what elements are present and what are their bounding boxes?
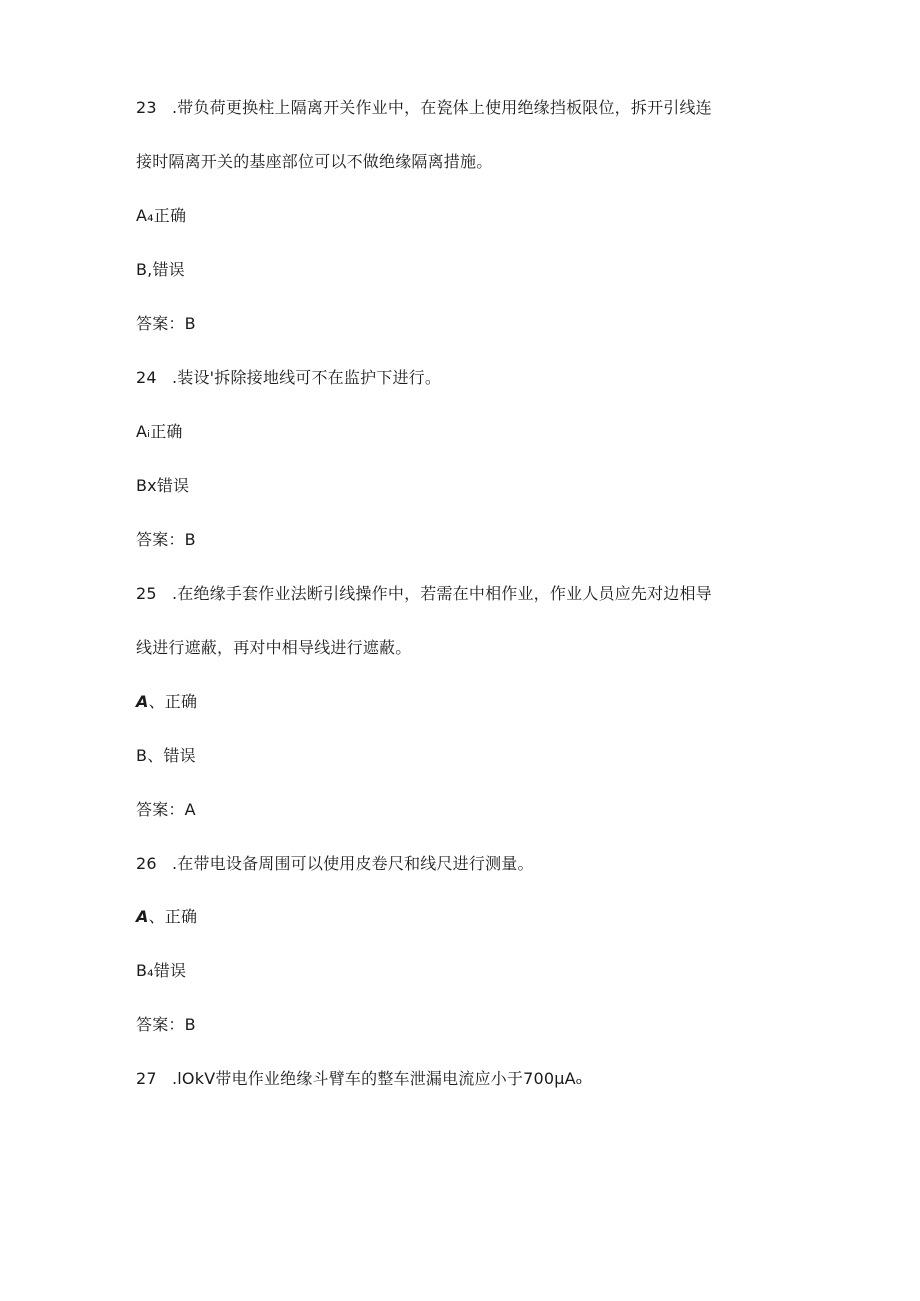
question-25-line-1	[136, 583, 712, 605]
question-26-answer	[136, 1014, 196, 1036]
question-25-option-b	[136, 745, 196, 767]
answer-label: 答案：	[136, 530, 185, 549]
question-number: 26	[136, 854, 157, 873]
question-text: .装设'拆除接地线可不在监护下进行。	[172, 368, 442, 387]
question-number: 23	[136, 98, 157, 117]
option-prefix: A	[136, 907, 149, 926]
answer-label: 答案：	[136, 314, 185, 333]
question-text: .在带电设备周围可以使用皮卷尺和线尺进行测量。	[172, 854, 534, 873]
question-23-option-a	[136, 205, 186, 227]
question-27-line-1	[136, 1068, 583, 1090]
option-text: 错误	[153, 961, 187, 980]
question-number: 27	[136, 1069, 157, 1088]
option-text: 正确	[164, 692, 198, 711]
option-prefix: Bx	[136, 476, 157, 495]
option-separator: 、	[148, 692, 165, 711]
option-separator: 、	[147, 746, 164, 765]
question-25-option-a	[136, 691, 197, 713]
question-23-answer	[136, 313, 196, 335]
question-text: .在绝缘手套作业法断引线操作中，若需在中相作业，作业人员应先对边相导	[172, 584, 712, 603]
answer-value: B	[184, 530, 196, 549]
question-25-answer	[136, 799, 196, 821]
option-text: 正确	[150, 422, 183, 441]
option-prefix: B₄	[136, 961, 154, 980]
question-23-option-b	[136, 259, 185, 281]
option-text: 错误	[163, 746, 196, 765]
option-prefix: A	[136, 692, 149, 711]
question-number: 24	[136, 368, 157, 387]
question-25-line-2: 线进行遮蔽，再对中相导线进行遮蔽。	[136, 638, 412, 657]
answer-value: B	[184, 314, 196, 333]
question-23-line-1	[136, 97, 712, 119]
option-prefix: B	[136, 746, 148, 765]
question-26-line-1	[136, 853, 534, 875]
answer-label: 答案：	[136, 1015, 185, 1034]
option-text: 正确	[153, 206, 187, 225]
option-prefix: B,	[136, 260, 153, 279]
question-24-option-b	[136, 475, 189, 497]
answer-value: B	[184, 1015, 196, 1034]
question-26-option-b	[136, 960, 186, 982]
question-26-option-a	[136, 906, 197, 928]
option-separator: 、	[148, 907, 165, 926]
answer-label: 答案：	[136, 800, 185, 819]
option-text: 错误	[152, 260, 185, 279]
option-text: 正确	[164, 907, 198, 926]
option-prefix: Aᵢ	[136, 422, 151, 441]
question-24-line-1	[136, 367, 441, 389]
option-prefix: A₄	[136, 206, 154, 225]
answer-value: A	[184, 800, 196, 819]
question-text: .带负荷更换柱上隔离开关作业中，在瓷体上使用绝缘挡板限位，拆开引线连	[172, 98, 712, 117]
question-24-option-a	[136, 421, 183, 443]
question-number: 25	[136, 584, 157, 603]
question-text: .lOkV带电作业绝缘斗臂车的整车泄漏电流应小于700μAₒ	[172, 1069, 583, 1088]
question-23-line-2: 接时隔离开关的基座部位可以不做绝缘隔离措施。	[136, 152, 493, 171]
option-text: 错误	[156, 476, 190, 495]
question-24-answer	[136, 529, 196, 551]
